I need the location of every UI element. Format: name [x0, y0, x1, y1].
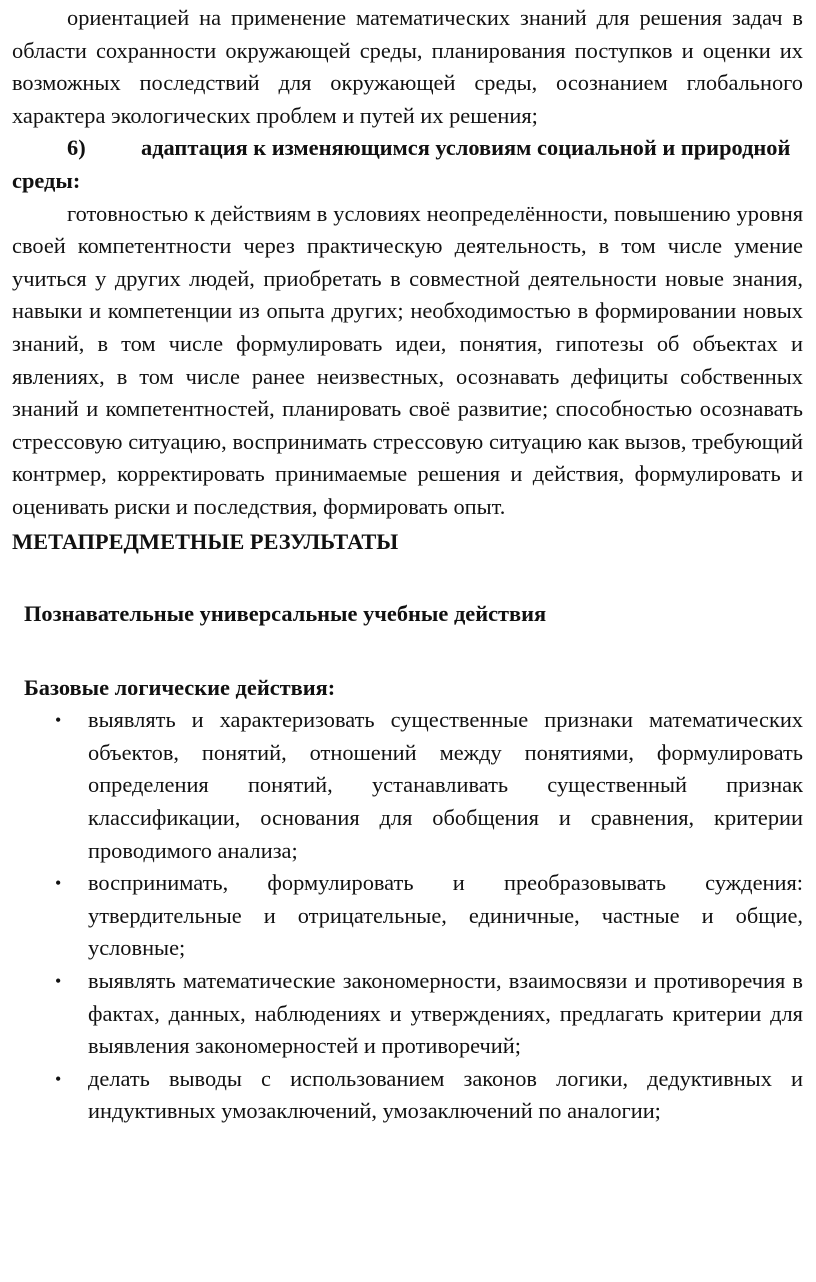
list-item-text: воспринимать, формулировать и преобразовывать суждения: утвердительные и отрицательные, единичные, частные и общие, условные;	[88, 870, 803, 961]
bullet-icon: •	[55, 971, 62, 992]
list-item-text: выявлять математические закономерности, взаимосвязи и противоречия в фактах, данных, наблюдениях и утверждениях, предлагать критерии для выявления закономерностей и противоречий;	[88, 968, 803, 1059]
subheading-text: адаптация к изменяющимся условиям социальной и природной среды:	[12, 135, 791, 193]
bullet-icon: •	[55, 710, 62, 731]
paragraph-ecology: ориентацией на применение математических знаний для решения задач в области сохранности окружающей среды, планирования поступков и оценки их возможных последствий для окружающей среды, осознанием глобального характера экологических проблем и путей их решения;	[12, 5, 803, 128]
section-title-metasubject: МЕТАПРЕДМЕТНЫЕ РЕЗУЛЬТАТЫ	[12, 528, 399, 554]
document-page	[12, 2, 803, 1128]
bullet-list	[12, 704, 803, 1128]
bullet-icon: •	[55, 1068, 62, 1089]
subheading-adaptation	[12, 132, 803, 197]
list-item-text: делать выводы с использованием законов логики, дедуктивных и индуктивных умозаключений, умозаключений по аналогии;	[88, 1065, 803, 1124]
heading-cognitive-actions: Познавательные универсальные учебные действия	[24, 601, 547, 627]
list-item	[12, 867, 803, 965]
subheading-number: 6)	[67, 135, 86, 161]
list-item	[12, 965, 803, 1063]
paragraph-adaptation: готовностью к действиям в условиях неопределённости, повышению уровня своей компетентности через практическую деятельность, в том числе умение учиться у других людей, приобретать в совместной деятельности новые знания, навыки и компетенции из опыта других; необходимостью в формировании новых знаний, в том числе формулировать идеи, понятия, гипотезы об объектах и явлениях, в том числе ранее неизвестных, осознавать дефициты собственных знаний и компетентностей, планировать своё развитие; способностью осознавать стрессовую ситуацию, воспринимать стрессовую ситуацию как вызов, требующий контрмер, корректировать принимаемые решения и действия, формулировать и оценивать риски и последствия, формировать опыт.	[12, 200, 803, 519]
list-item	[12, 704, 803, 867]
spacer	[12, 558, 803, 598]
heading-basic-logic: Базовые логические действия:	[24, 674, 336, 700]
bullet-icon: •	[55, 873, 62, 894]
list-item	[12, 1063, 803, 1128]
list-item-text: выявлять и характеризовать существенные признаки математических объектов, понятий, отношений между понятиями, формулировать определения понятий, устанавливать существенный признак классификации, основания для обобщения и сравнения, критерии проводимого анализа;	[88, 707, 803, 863]
spacer	[12, 631, 803, 672]
